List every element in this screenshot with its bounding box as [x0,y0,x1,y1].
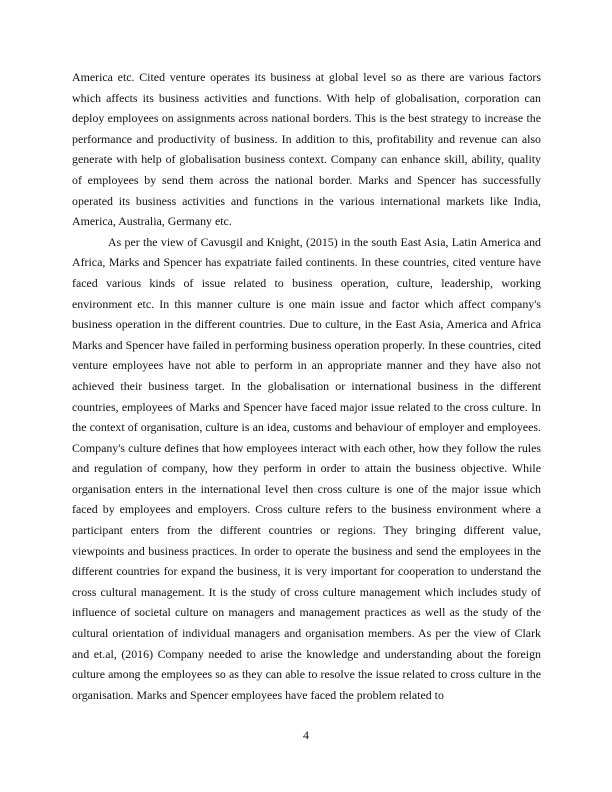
body-text [72,67,541,705]
page-number: 4 [303,728,309,742]
paragraph-1: America etc. Cited venture operates its business at global level so as there are various factors which affects its business activities and functions. With help of globalisation, corporation can deploy employees on assignments across national borders. This is the best strategy to increase the performance and productivity of business. In addition to this, profitability and revenue can also generate with help of globalisation business context. Company can enhance skill, ability, quality of employees by send them across the national border. Marks and Spencer has successfully operated its business activities and functions in the various international markets like India, America, Australia, Germany etc. [72,70,541,229]
paragraph-2: As per the view of Cavusgil and Knight, (2015) in the south East Asia, Latin America and Africa, Marks and Spencer has expatriate failed continents. In these countries, cited venture have faced various kinds of issue related to business operation, culture, leadership, working environment etc. In this manner culture is one main issue and factor which affect company's business operation in the different countries. Due to culture, in the East Asia, America and Africa Marks and Spencer have failed in performing business operation properly. In these countries, cited venture employees have not able to perform in an appropriate manner and they have also not achieved their business target. In the globalisation or international business in the different countries, employees of Marks and Spencer have faced major issue related to the cross culture. In the context of organisation, culture is an idea, customs and behaviour of employer and employees. Company's culture defines that how employees interact with each other, how they follow the rules and regulation of company, how they perform in order to attain the business objective. While organisation enters in the international level then cross culture is one of the major issue which faced by employees and employers. Cross culture refers to the business environment where a participant enters from the different countries or regions. They bringing different value, viewpoints and business practices. In order to operate the business and send the employees in the different countries for expand the business, it is very important for cooperation to understand the cross cultural management. It is the study of cross culture management which includes study of influence of societal culture on managers and management practices as well as the study of the cultural orientation of individual managers and organisation members. As per the view of Clark and et.al, (2016) Company needed to arise the knowledge and understanding about the foreign culture among the employees so as they can able to resolve the issue related to cross culture in the organisation. Marks and Spencer employees have faced the problem related to [72,234,541,702]
